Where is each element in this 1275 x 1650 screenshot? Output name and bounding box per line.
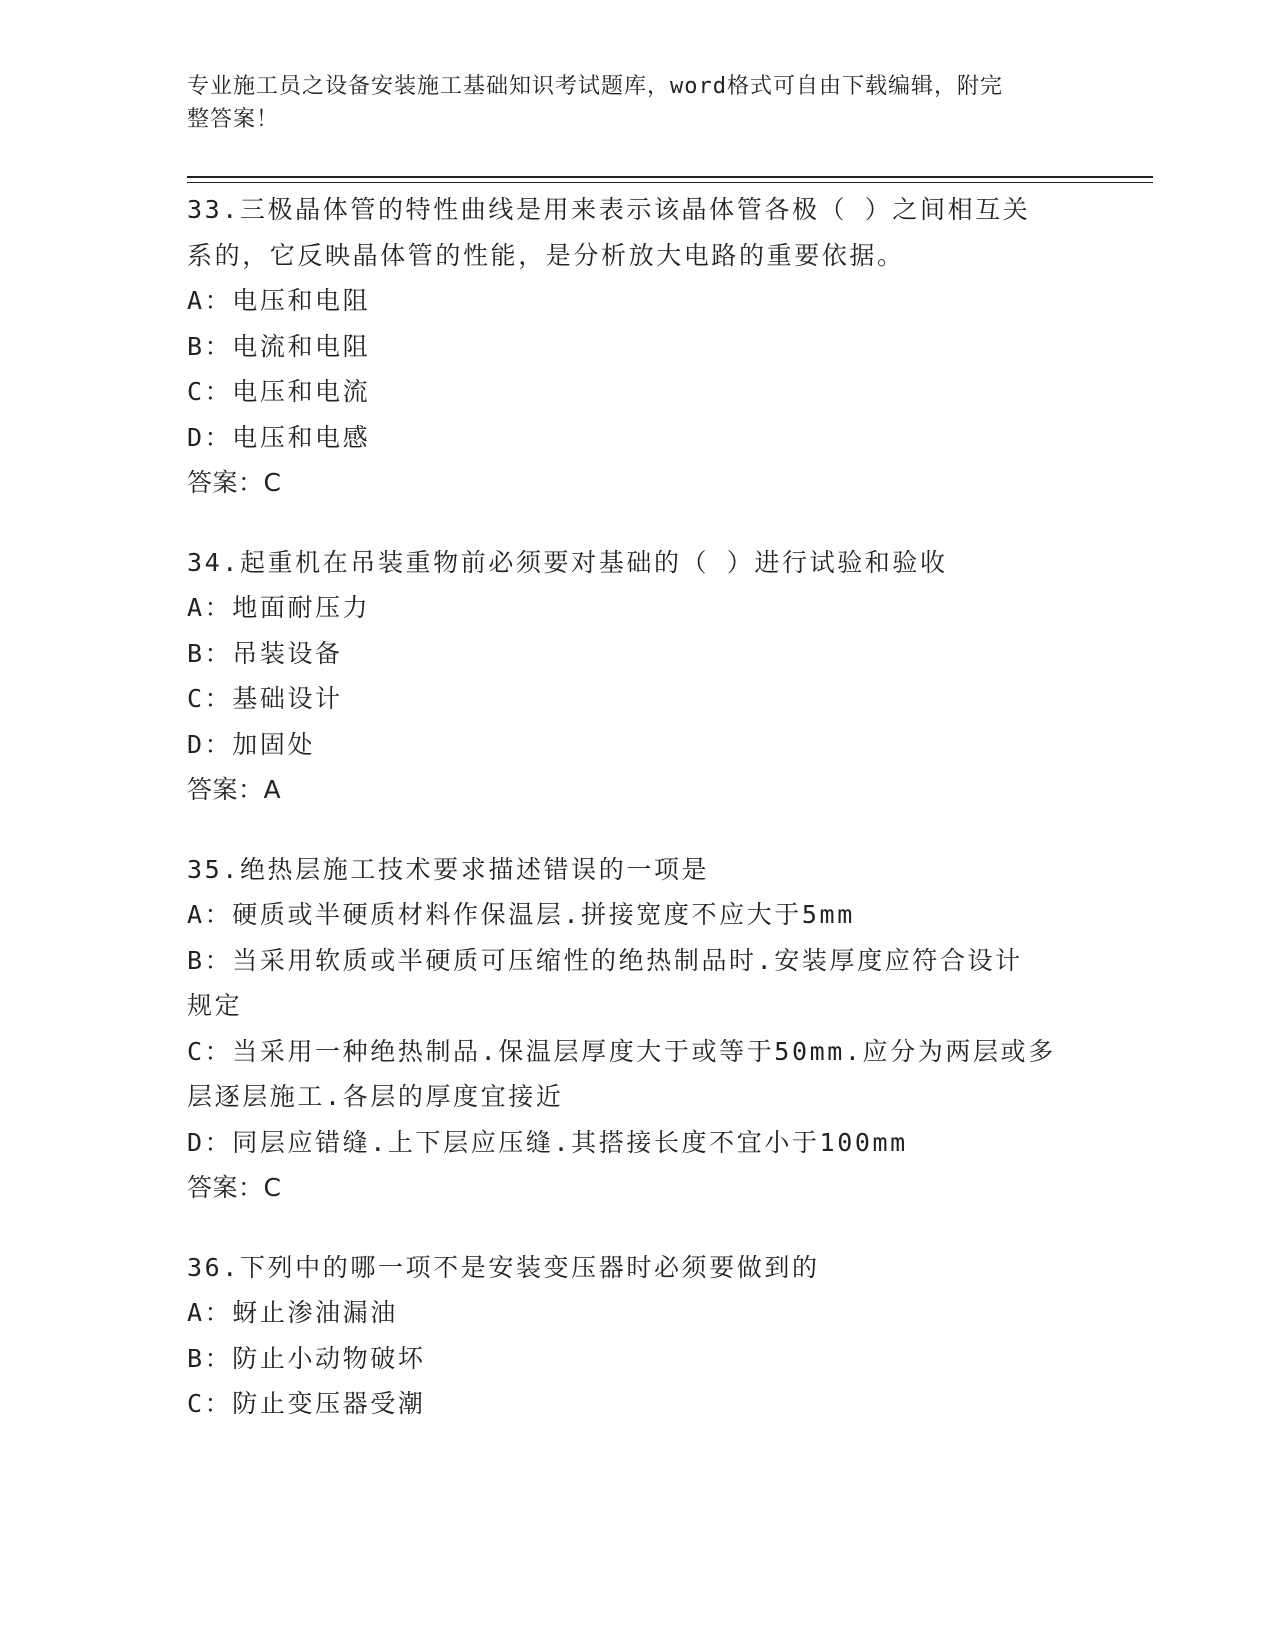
option-d: D：同层应错缝.上下层应压缝.其搭接长度不宜小于100mm xyxy=(187,1127,908,1157)
option-b: B：吊装设备 xyxy=(187,638,343,668)
document-header xyxy=(187,70,1067,136)
option-c: C：防止变压器受潮 xyxy=(187,1389,426,1418)
option-b: B：防止小动物破坏 xyxy=(187,1343,426,1373)
option-a: A：电压和电阻 xyxy=(187,286,371,315)
option-c: C：当采用一种绝热制品.保温层厚度大于或等于50mm.应分为两层或多 xyxy=(187,1036,1056,1066)
option-c: C：基础设计 xyxy=(187,684,343,713)
question-34 xyxy=(187,540,1087,813)
question-stem: 35.绝热层施工技术要求描述错误的一项是 xyxy=(187,854,710,884)
option-a: A：地面耐压力 xyxy=(187,593,371,622)
option-b-continued: 规定 xyxy=(187,991,243,1020)
answer: 答案：A xyxy=(187,775,282,804)
option-c-continued: 层逐层施工.各层的厚度宜接近 xyxy=(187,1082,564,1111)
header-rule-thick xyxy=(187,176,1153,178)
option-d: D：电压和电感 xyxy=(187,422,371,452)
answer: 答案：C xyxy=(187,1173,282,1202)
question-33 xyxy=(187,187,1087,506)
option-c: C：电压和电流 xyxy=(187,377,371,406)
question-stem: 34.起重机在吊装重物前必须要对基础的（ ）进行试验和验收 xyxy=(187,547,948,577)
header-line-1: 专业施工员之设备安装施工基础知识考试题库，word格式可自由下载编辑，附完 xyxy=(187,74,1003,99)
question-36 xyxy=(187,1245,1087,1427)
header-line-2: 整答案！ xyxy=(187,107,280,132)
option-b: B：电流和电阻 xyxy=(187,331,371,361)
question-stem: 系的，它反映晶体管的性能，是分析放大电路的重要依据。 xyxy=(187,240,905,270)
question-stem: 33.三极晶体管的特性曲线是用来表示该晶体管各极（ ）之间相互关 xyxy=(187,195,1031,224)
option-b: B：当采用软质或半硬质可压缩性的绝热制品时.安装厚度应符合设计 xyxy=(187,945,1023,975)
question-35 xyxy=(187,847,1087,1211)
answer: 答案：C xyxy=(187,468,282,497)
option-d: D：加固处 xyxy=(187,729,316,759)
question-list xyxy=(187,187,1087,1461)
question-stem: 36.下列中的哪一项不是安装变压器时必须要做到的 xyxy=(187,1252,820,1282)
option-a: A：蚜止渗油漏油 xyxy=(187,1298,398,1327)
option-a: A：硬质或半硬质材料作保温层.拼接宽度不应大于5mm xyxy=(187,900,855,929)
header-rule-thin xyxy=(187,182,1153,183)
